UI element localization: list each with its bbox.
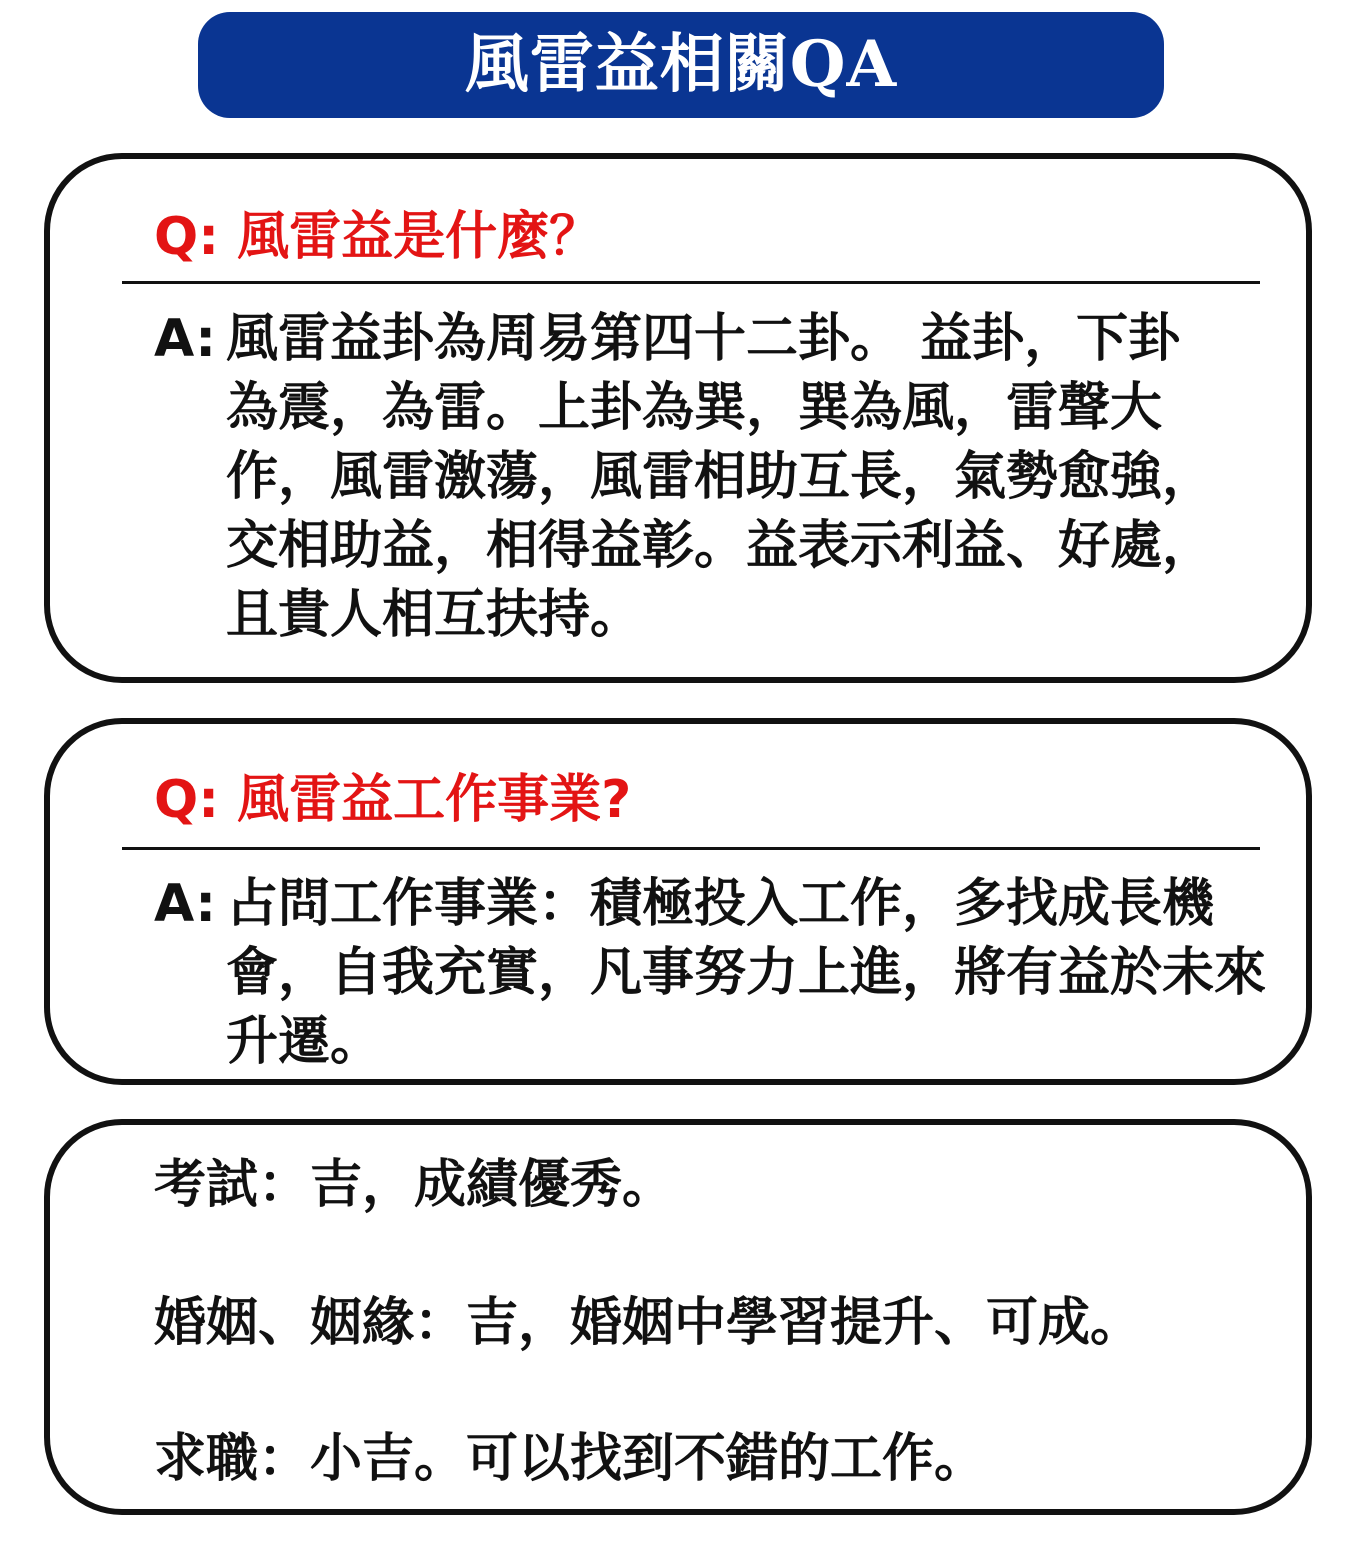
answer-text: 風雷益卦為周易第四十二卦。 益卦，下卦為震，為雷。上卦為巽，巽為風，雷聲大作，風雷激蕩，風雷相助互長，氣勢愈強，交相助益，相得益彰。益表示利益、好處，且貴人相互扶持。 (226, 309, 1215, 645)
answer-prefix: A: (154, 309, 217, 369)
fortune-card (44, 1119, 1312, 1515)
page-title: 風雷益相關QA (464, 27, 898, 102)
divider (122, 847, 1260, 850)
question-text: Q: 風雷益是什麼？ (154, 207, 602, 267)
qa-card-career (44, 718, 1312, 1085)
qa-card-what-is (44, 153, 1312, 683)
fortune-job-seeking: 求職：小吉。可以找到不錯的工作。 (154, 1429, 987, 1489)
answer-block (154, 305, 1294, 650)
fortune-exam: 考試：吉，成績優秀。 (154, 1155, 675, 1215)
answer-block (154, 870, 1294, 1077)
answer-prefix: A: (154, 874, 217, 934)
fortune-marriage: 婚姻、姻緣：吉，婚姻中學習提升、可成。 (154, 1293, 1143, 1353)
answer-text: 占問工作事業：積極投入工作，多找成長機會，自我充實，凡事努力上進，將有益於未來升遷。 (226, 874, 1267, 1072)
question-text: Q: 風雷益工作事業? (154, 770, 632, 830)
divider (122, 281, 1260, 284)
title-banner (198, 12, 1164, 118)
